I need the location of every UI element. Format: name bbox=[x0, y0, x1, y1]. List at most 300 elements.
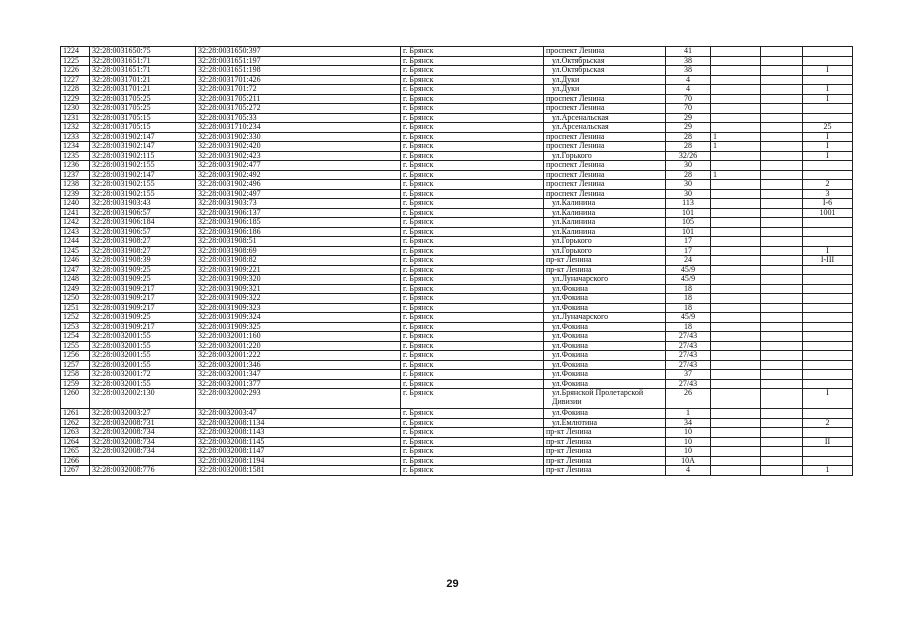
table-row bbox=[61, 303, 853, 313]
object-cadastral-number-cell: 32:28:0032008:1143 bbox=[196, 428, 401, 438]
house-number-cell: 29 bbox=[666, 123, 711, 133]
row-number-cell: 1262 bbox=[61, 418, 90, 428]
city-cell: г. Брянск bbox=[401, 123, 544, 133]
cadastral-number-cell: 32:28:0031909:217 bbox=[90, 303, 196, 313]
street-cell: проспект Ленина bbox=[544, 161, 666, 171]
row-number-cell: 1249 bbox=[61, 284, 90, 294]
house-number-cell: 37 bbox=[666, 370, 711, 380]
table-row bbox=[61, 56, 853, 66]
building-cell bbox=[711, 189, 761, 199]
premises-number-cell bbox=[803, 104, 853, 114]
premises-number-cell bbox=[803, 322, 853, 332]
house-number-cell: 30 bbox=[666, 161, 711, 171]
table-row bbox=[61, 256, 853, 266]
premises-number-cell bbox=[803, 332, 853, 342]
object-cadastral-number-cell: 32:28:0032003:47 bbox=[196, 409, 401, 419]
row-number-cell: 1246 bbox=[61, 256, 90, 266]
building-cell bbox=[711, 466, 761, 476]
premises-number-cell bbox=[803, 409, 853, 419]
empty-cell bbox=[761, 332, 803, 342]
city-cell: г. Брянск bbox=[401, 85, 544, 95]
street-cell: пр-кт Ленина bbox=[544, 265, 666, 275]
object-cadastral-number-cell: 32:28:0031909:323 bbox=[196, 303, 401, 313]
table-row bbox=[61, 180, 853, 190]
street-cell: ул.Горького bbox=[544, 237, 666, 247]
object-cadastral-number-cell: 32:28:0031902:492 bbox=[196, 170, 401, 180]
house-number-cell: 38 bbox=[666, 56, 711, 66]
empty-cell bbox=[761, 218, 803, 228]
street-cell: ул.Дуки bbox=[544, 75, 666, 85]
empty-cell bbox=[761, 437, 803, 447]
object-cadastral-number-cell: 32:28:0032001:220 bbox=[196, 341, 401, 351]
empty-cell bbox=[761, 75, 803, 85]
street-cell: пр-кт Ленина bbox=[544, 456, 666, 466]
building-cell bbox=[711, 294, 761, 304]
premises-number-cell bbox=[803, 294, 853, 304]
row-number-cell: 1259 bbox=[61, 379, 90, 389]
row-number-cell: 1260 bbox=[61, 389, 90, 409]
house-number-cell: 27/43 bbox=[666, 360, 711, 370]
premises-number-cell: I bbox=[803, 151, 853, 161]
premises-number-cell: I-III bbox=[803, 256, 853, 266]
row-number-cell: 1251 bbox=[61, 303, 90, 313]
city-cell: г. Брянск bbox=[401, 332, 544, 342]
city-cell: г. Брянск bbox=[401, 199, 544, 209]
empty-cell bbox=[761, 370, 803, 380]
table-row bbox=[61, 237, 853, 247]
empty-cell bbox=[761, 265, 803, 275]
row-number-cell: 1236 bbox=[61, 161, 90, 171]
house-number-cell: 101 bbox=[666, 227, 711, 237]
house-number-cell: 45/9 bbox=[666, 265, 711, 275]
house-number-cell: 45/9 bbox=[666, 313, 711, 323]
empty-cell bbox=[761, 322, 803, 332]
table-row bbox=[61, 322, 853, 332]
city-cell: г. Брянск bbox=[401, 294, 544, 304]
cadastral-number-cell: 32:28:0031705:15 bbox=[90, 113, 196, 123]
object-cadastral-number-cell: 32:28:0031908:51 bbox=[196, 237, 401, 247]
city-cell: г. Брянск bbox=[401, 208, 544, 218]
building-cell bbox=[711, 418, 761, 428]
object-cadastral-number-cell: 32:28:0031701:426 bbox=[196, 75, 401, 85]
house-number-cell: 18 bbox=[666, 284, 711, 294]
object-cadastral-number-cell: 32:28:0031650:397 bbox=[196, 47, 401, 57]
building-cell bbox=[711, 322, 761, 332]
house-number-cell: 26 bbox=[666, 389, 711, 409]
premises-number-cell bbox=[803, 47, 853, 57]
object-cadastral-number-cell: 32:28:0031909:325 bbox=[196, 322, 401, 332]
cadastral-number-cell: 32:28:0031909:217 bbox=[90, 322, 196, 332]
empty-cell bbox=[761, 56, 803, 66]
street-cell: ул.Фокина bbox=[544, 341, 666, 351]
building-cell bbox=[711, 94, 761, 104]
object-cadastral-number-cell: 32:28:0031902:423 bbox=[196, 151, 401, 161]
house-number-cell: 34 bbox=[666, 418, 711, 428]
house-number-cell: 27/43 bbox=[666, 379, 711, 389]
cadastral-number-cell: 32:28:0031908:27 bbox=[90, 237, 196, 247]
object-cadastral-number-cell: 32:28:0032008:1581 bbox=[196, 466, 401, 476]
premises-number-cell: 2 bbox=[803, 180, 853, 190]
premises-number-cell bbox=[803, 379, 853, 389]
cadastral-number-cell: 32:28:0032002:130 bbox=[90, 389, 196, 409]
cadastral-number-cell: 32:28:0031701:21 bbox=[90, 75, 196, 85]
row-number-cell: 1257 bbox=[61, 360, 90, 370]
premises-number-cell bbox=[803, 456, 853, 466]
empty-cell bbox=[761, 456, 803, 466]
premises-number-cell: I bbox=[803, 389, 853, 409]
table-row bbox=[61, 466, 853, 476]
object-cadastral-number-cell: 32:28:0031909:322 bbox=[196, 294, 401, 304]
table-row bbox=[61, 409, 853, 419]
city-cell: г. Брянск bbox=[401, 104, 544, 114]
city-cell: г. Брянск bbox=[401, 351, 544, 361]
empty-cell bbox=[761, 409, 803, 419]
house-number-cell: 70 bbox=[666, 94, 711, 104]
street-cell: ул.Арсенальская bbox=[544, 123, 666, 133]
cadastral-number-cell: 32:28:0032001:55 bbox=[90, 351, 196, 361]
cadastral-number-cell: 32:28:0031902:155 bbox=[90, 161, 196, 171]
city-cell: г. Брянск bbox=[401, 132, 544, 142]
premises-number-cell bbox=[803, 447, 853, 457]
premises-number-cell: II bbox=[803, 437, 853, 447]
cadastral-number-cell: 32:28:0032008:734 bbox=[90, 447, 196, 457]
empty-cell bbox=[761, 132, 803, 142]
cadastral-number-cell: 32:28:0031705:15 bbox=[90, 123, 196, 133]
row-number-cell: 1267 bbox=[61, 466, 90, 476]
building-cell bbox=[711, 447, 761, 457]
object-cadastral-number-cell: 32:28:0031902:420 bbox=[196, 142, 401, 152]
empty-cell bbox=[761, 123, 803, 133]
premises-number-cell: 1 bbox=[803, 466, 853, 476]
row-number-cell: 1239 bbox=[61, 189, 90, 199]
object-cadastral-number-cell: 32:28:0031651:198 bbox=[196, 66, 401, 76]
row-number-cell: 1232 bbox=[61, 123, 90, 133]
object-cadastral-number-cell: 32:28:0031906:137 bbox=[196, 208, 401, 218]
table-row bbox=[61, 370, 853, 380]
city-cell: г. Брянск bbox=[401, 142, 544, 152]
city-cell: г. Брянск bbox=[401, 313, 544, 323]
object-cadastral-number-cell: 32:28:0031909:324 bbox=[196, 313, 401, 323]
row-number-cell: 1233 bbox=[61, 132, 90, 142]
city-cell: г. Брянск bbox=[401, 189, 544, 199]
street-cell: ул.Калинина bbox=[544, 218, 666, 228]
row-number-cell: 1228 bbox=[61, 85, 90, 95]
premises-number-cell bbox=[803, 227, 853, 237]
city-cell: г. Брянск bbox=[401, 284, 544, 294]
building-cell bbox=[711, 389, 761, 409]
street-cell: ул.Горького bbox=[544, 151, 666, 161]
building-cell bbox=[711, 104, 761, 114]
street-cell: ул.Емлютина bbox=[544, 418, 666, 428]
house-number-cell: 10А bbox=[666, 456, 711, 466]
city-cell: г. Брянск bbox=[401, 75, 544, 85]
empty-cell bbox=[761, 237, 803, 247]
cadastral-number-cell: 32:28:0032001:55 bbox=[90, 360, 196, 370]
city-cell: г. Брянск bbox=[401, 256, 544, 266]
premises-number-cell bbox=[803, 341, 853, 351]
empty-cell bbox=[761, 189, 803, 199]
street-cell: проспект Ленина bbox=[544, 132, 666, 142]
empty-cell bbox=[761, 428, 803, 438]
city-cell: г. Брянск bbox=[401, 379, 544, 389]
street-cell: пр-кт Ленина bbox=[544, 447, 666, 457]
city-cell: г. Брянск bbox=[401, 180, 544, 190]
cadastral-number-cell: 32:28:0032008:731 bbox=[90, 418, 196, 428]
empty-cell bbox=[761, 180, 803, 190]
object-cadastral-number-cell: 32:28:0031705:33 bbox=[196, 113, 401, 123]
building-cell bbox=[711, 113, 761, 123]
city-cell: г. Брянск bbox=[401, 418, 544, 428]
row-number-cell: 1263 bbox=[61, 428, 90, 438]
empty-cell bbox=[761, 246, 803, 256]
empty-cell bbox=[761, 113, 803, 123]
table-row bbox=[61, 246, 853, 256]
object-cadastral-number-cell: 32:28:0032008:1145 bbox=[196, 437, 401, 447]
cadastral-number-cell: 32:28:0031902:155 bbox=[90, 189, 196, 199]
street-cell: ул.Арсенальская bbox=[544, 113, 666, 123]
city-cell: г. Брянск bbox=[401, 322, 544, 332]
city-cell: г. Брянск bbox=[401, 409, 544, 419]
cadastral-number-cell: 32:28:0032008:776 bbox=[90, 466, 196, 476]
premises-number-cell: I bbox=[803, 66, 853, 76]
building-cell bbox=[711, 409, 761, 419]
table-row bbox=[61, 227, 853, 237]
object-cadastral-number-cell: 32:28:0031710:234 bbox=[196, 123, 401, 133]
house-number-cell: 4 bbox=[666, 75, 711, 85]
empty-cell bbox=[761, 294, 803, 304]
empty-cell bbox=[761, 341, 803, 351]
city-cell: г. Брянск bbox=[401, 466, 544, 476]
cadastral-number-cell: 32:28:0031902:155 bbox=[90, 180, 196, 190]
table-row bbox=[61, 208, 853, 218]
table-row bbox=[61, 341, 853, 351]
empty-cell bbox=[761, 161, 803, 171]
building-cell bbox=[711, 265, 761, 275]
row-number-cell: 1241 bbox=[61, 208, 90, 218]
city-cell: г. Брянск bbox=[401, 56, 544, 66]
object-cadastral-number-cell: 32:28:0031701:72 bbox=[196, 85, 401, 95]
object-cadastral-number-cell: 32:28:0032001:222 bbox=[196, 351, 401, 361]
street-cell: ул.Фокина bbox=[544, 370, 666, 380]
table-row bbox=[61, 104, 853, 114]
row-number-cell: 1264 bbox=[61, 437, 90, 447]
city-cell: г. Брянск bbox=[401, 170, 544, 180]
empty-cell bbox=[761, 466, 803, 476]
city-cell: г. Брянск bbox=[401, 456, 544, 466]
cadastral-number-cell: 32:28:0031902:115 bbox=[90, 151, 196, 161]
row-number-cell: 1252 bbox=[61, 313, 90, 323]
cadastral-number-cell: 32:28:0031651:71 bbox=[90, 56, 196, 66]
building-cell bbox=[711, 370, 761, 380]
street-cell: ул.Фокина bbox=[544, 351, 666, 361]
city-cell: г. Брянск bbox=[401, 227, 544, 237]
table-row bbox=[61, 351, 853, 361]
city-cell: г. Брянск bbox=[401, 370, 544, 380]
building-cell: 1 bbox=[711, 132, 761, 142]
house-number-cell: 113 bbox=[666, 199, 711, 209]
premises-number-cell bbox=[803, 265, 853, 275]
table-row bbox=[61, 94, 853, 104]
street-cell: ул.Луначарского bbox=[544, 313, 666, 323]
empty-cell bbox=[761, 104, 803, 114]
cadastral-number-cell: 32:28:0031908:39 bbox=[90, 256, 196, 266]
empty-cell bbox=[761, 94, 803, 104]
object-cadastral-number-cell: 32:28:0031906:186 bbox=[196, 227, 401, 237]
premises-number-cell: I-6 bbox=[803, 199, 853, 209]
empty-cell bbox=[761, 313, 803, 323]
table-row bbox=[61, 437, 853, 447]
cadastral-number-cell: 32:28:0031909:25 bbox=[90, 275, 196, 285]
building-cell bbox=[711, 456, 761, 466]
row-number-cell: 1256 bbox=[61, 351, 90, 361]
object-cadastral-number-cell: 32:28:0032001:160 bbox=[196, 332, 401, 342]
building-cell bbox=[711, 284, 761, 294]
row-number-cell: 1231 bbox=[61, 113, 90, 123]
building-cell bbox=[711, 313, 761, 323]
row-number-cell: 1265 bbox=[61, 447, 90, 457]
cadastral-number-cell: 32:28:0032003:27 bbox=[90, 409, 196, 419]
city-cell: г. Брянск bbox=[401, 237, 544, 247]
table-row bbox=[61, 170, 853, 180]
premises-number-cell bbox=[803, 56, 853, 66]
street-cell: проспект Ленина bbox=[544, 47, 666, 57]
object-cadastral-number-cell: 32:28:0031909:321 bbox=[196, 284, 401, 294]
street-cell: ул.Калинина bbox=[544, 199, 666, 209]
page-number: 29 bbox=[446, 578, 459, 590]
street-cell: проспект Ленина bbox=[544, 170, 666, 180]
cadastral-number-cell: 32:28:0031908:27 bbox=[90, 246, 196, 256]
premises-number-cell bbox=[803, 284, 853, 294]
city-cell: г. Брянск bbox=[401, 360, 544, 370]
cadastral-number-cell: 32:28:0031902:147 bbox=[90, 170, 196, 180]
street-cell: пр-кт Ленина bbox=[544, 466, 666, 476]
object-cadastral-number-cell: 32:28:0031902:496 bbox=[196, 180, 401, 190]
table-row bbox=[61, 332, 853, 342]
cadastral-number-cell: 32:28:0031909:217 bbox=[90, 284, 196, 294]
street-cell: проспект Ленина bbox=[544, 180, 666, 190]
empty-cell bbox=[761, 284, 803, 294]
empty-cell bbox=[761, 151, 803, 161]
city-cell: г. Брянск bbox=[401, 47, 544, 57]
row-number-cell: 1245 bbox=[61, 246, 90, 256]
building-cell bbox=[711, 332, 761, 342]
row-number-cell: 1230 bbox=[61, 104, 90, 114]
empty-cell bbox=[761, 418, 803, 428]
building-cell bbox=[711, 246, 761, 256]
city-cell: г. Брянск bbox=[401, 437, 544, 447]
object-cadastral-number-cell: 32:28:0032008:1147 bbox=[196, 447, 401, 457]
row-number-cell: 1234 bbox=[61, 142, 90, 152]
building-cell bbox=[711, 75, 761, 85]
house-number-cell: 1 bbox=[666, 409, 711, 419]
building-cell bbox=[711, 437, 761, 447]
row-number-cell: 1242 bbox=[61, 218, 90, 228]
building-cell bbox=[711, 341, 761, 351]
premises-number-cell: I bbox=[803, 94, 853, 104]
premises-number-cell bbox=[803, 161, 853, 171]
street-cell: ул.Брянской Пролетарской Дивизии bbox=[544, 389, 666, 409]
empty-cell bbox=[761, 360, 803, 370]
empty-cell bbox=[761, 275, 803, 285]
cadastral-number-cell: 32:28:0031906:57 bbox=[90, 208, 196, 218]
cadastral-number-cell: 32:28:0031650:75 bbox=[90, 47, 196, 57]
house-number-cell: 17 bbox=[666, 237, 711, 247]
row-number-cell: 1253 bbox=[61, 322, 90, 332]
empty-cell bbox=[761, 199, 803, 209]
house-number-cell: 18 bbox=[666, 322, 711, 332]
street-cell: ул.Дуки bbox=[544, 85, 666, 95]
cadastral-number-cell: 32:28:0031909:25 bbox=[90, 265, 196, 275]
object-cadastral-number-cell: 32:28:0031902:477 bbox=[196, 161, 401, 171]
empty-cell bbox=[761, 66, 803, 76]
house-number-cell: 18 bbox=[666, 294, 711, 304]
row-number-cell: 1258 bbox=[61, 370, 90, 380]
street-cell: ул.Октябрьская bbox=[544, 66, 666, 76]
house-number-cell: 27/43 bbox=[666, 351, 711, 361]
house-number-cell: 27/43 bbox=[666, 341, 711, 351]
table-row bbox=[61, 161, 853, 171]
table-row bbox=[61, 294, 853, 304]
building-cell bbox=[711, 256, 761, 266]
house-number-cell: 28 bbox=[666, 142, 711, 152]
cadastral-number-cell bbox=[90, 456, 196, 466]
premises-number-cell bbox=[803, 237, 853, 247]
street-cell: ул.Фокина bbox=[544, 332, 666, 342]
house-number-cell: 45/9 bbox=[666, 275, 711, 285]
object-cadastral-number-cell: 32:28:0031902:497 bbox=[196, 189, 401, 199]
object-cadastral-number-cell: 32:28:0031705:272 bbox=[196, 104, 401, 114]
row-number-cell: 1254 bbox=[61, 332, 90, 342]
table-row bbox=[61, 275, 853, 285]
house-number-cell: 24 bbox=[666, 256, 711, 266]
street-cell: ул.Горького bbox=[544, 246, 666, 256]
table-row bbox=[61, 265, 853, 275]
city-cell: г. Брянск bbox=[401, 428, 544, 438]
building-cell bbox=[711, 66, 761, 76]
empty-cell bbox=[761, 170, 803, 180]
cadastral-number-cell: 32:28:0031701:21 bbox=[90, 85, 196, 95]
row-number-cell: 1224 bbox=[61, 47, 90, 57]
premises-number-cell: I bbox=[803, 246, 853, 256]
registry-table bbox=[60, 46, 853, 476]
row-number-cell: 1240 bbox=[61, 199, 90, 209]
object-cadastral-number-cell: 32:28:0031705:211 bbox=[196, 94, 401, 104]
building-cell bbox=[711, 275, 761, 285]
object-cadastral-number-cell: 32:28:0031903:73 bbox=[196, 199, 401, 209]
cadastral-number-cell: 32:28:0032001:55 bbox=[90, 379, 196, 389]
cadastral-number-cell: 32:28:0031906:184 bbox=[90, 218, 196, 228]
house-number-cell: 18 bbox=[666, 303, 711, 313]
city-cell: г. Брянск bbox=[401, 218, 544, 228]
empty-cell bbox=[761, 85, 803, 95]
house-number-cell: 27/43 bbox=[666, 332, 711, 342]
object-cadastral-number-cell: 32:28:0032001:347 bbox=[196, 370, 401, 380]
object-cadastral-number-cell: 32:28:0032008:1194 bbox=[196, 456, 401, 466]
cadastral-number-cell: 32:28:0032008:734 bbox=[90, 428, 196, 438]
registry-table-body bbox=[61, 47, 853, 476]
street-cell: ул.Фокина bbox=[544, 294, 666, 304]
house-number-cell: 32/26 bbox=[666, 151, 711, 161]
empty-cell bbox=[761, 447, 803, 457]
object-cadastral-number-cell: 32:28:0031909:221 bbox=[196, 265, 401, 275]
city-cell: г. Брянск bbox=[401, 66, 544, 76]
empty-cell bbox=[761, 379, 803, 389]
cadastral-number-cell: 32:28:0031705:25 bbox=[90, 94, 196, 104]
table-row bbox=[61, 218, 853, 228]
building-cell: 1 bbox=[711, 142, 761, 152]
object-cadastral-number-cell: 32:28:0032008:1134 bbox=[196, 418, 401, 428]
city-cell: г. Брянск bbox=[401, 303, 544, 313]
